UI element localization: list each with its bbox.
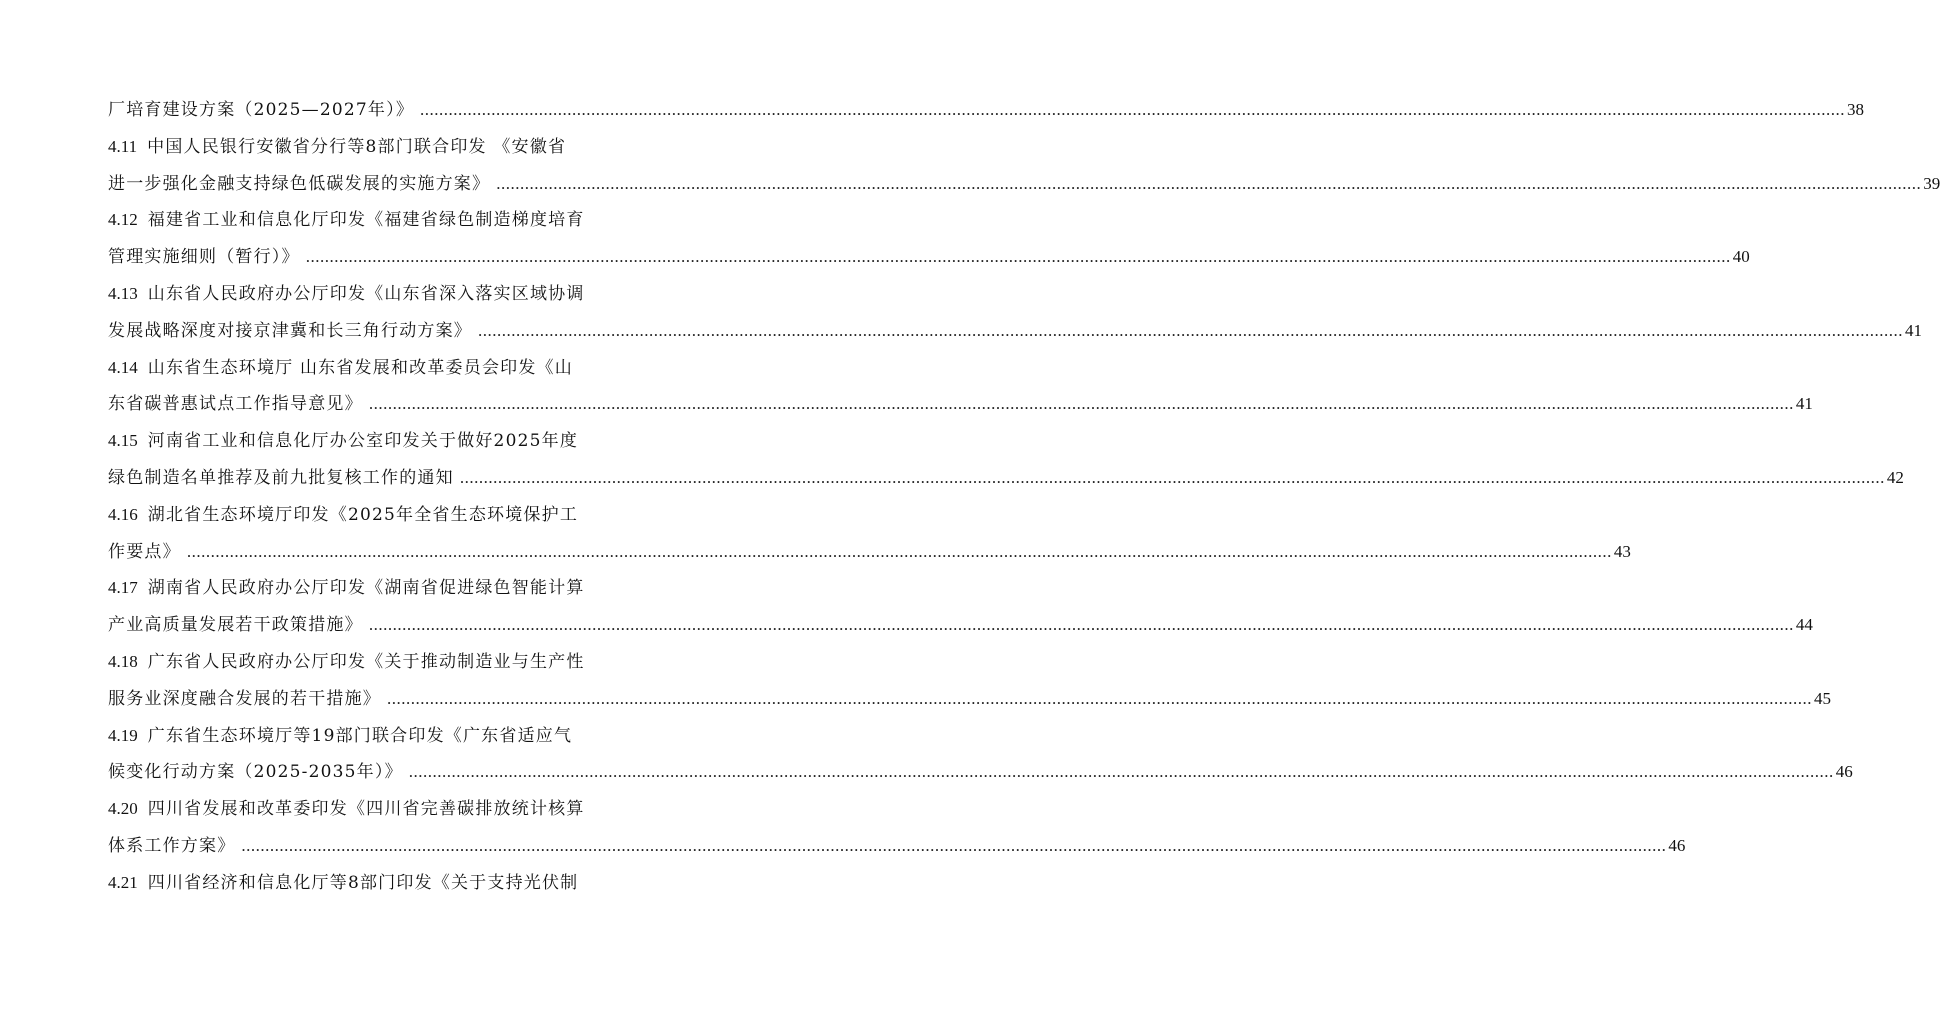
toc-entry-title: 广东省人民政府办公厅印发《关于推动制造业与生产性 <box>147 651 585 672</box>
toc-dot-leader: ............................................................................................................................................................................................................................................................................................................ <box>408 762 1834 782</box>
toc-entry-line[interactable] <box>108 534 1631 571</box>
toc-entry-number: 4.11 <box>108 136 138 156</box>
toc-dot-leader: ............................................................................................................................................................................................................................................................................................................ <box>368 615 1794 635</box>
toc-entry-line[interactable] <box>108 460 1904 497</box>
toc-entry-title: 河南省工业和信息化厅办公室印发关于做好2025年度 <box>147 431 579 452</box>
toc-page-number: 42 <box>1886 467 1904 487</box>
toc-entry-title: 湖北省生态环境厅印发《2025年全省生态环境保护工 <box>147 504 579 525</box>
toc-entry-title: 候变化行动方案（2025-2035年）》 <box>108 762 403 783</box>
toc-entry-line[interactable] <box>108 644 614 681</box>
toc-entry-line[interactable] <box>108 386 1813 423</box>
toc-entry-title: 山东省人民政府办公厅印发《山东省深入落实区域协调 <box>147 283 585 304</box>
toc-entry-title: 广东省生态环境厅等19部门联合印发《广东省适应气 <box>147 725 573 746</box>
toc-entry-line[interactable] <box>108 865 614 902</box>
table-of-contents <box>108 92 1940 902</box>
toc-entry-number: 4.14 <box>108 357 138 377</box>
toc-dot-leader: ............................................................................................................................................................................................................................................................................................................ <box>496 173 1922 193</box>
toc-entry-title: 福建省工业和信息化厅印发《福建省绿色制造梯度培育 <box>147 210 585 231</box>
toc-page-number: 41 <box>1795 394 1813 414</box>
toc-entry-line[interactable] <box>108 166 1940 203</box>
toc-page-number: 39 <box>1923 173 1940 193</box>
toc-entry-line[interactable] <box>108 791 614 828</box>
toc-entry-number: 4.19 <box>108 725 138 745</box>
toc-page-number: 43 <box>1613 541 1631 561</box>
toc-entry-line[interactable] <box>108 570 614 607</box>
toc-dot-leader: ............................................................................................................................................................................................................................................................................................................ <box>305 247 1731 267</box>
toc-entry-number: 4.17 <box>108 578 138 598</box>
toc-entry-line[interactable] <box>108 497 614 534</box>
toc-entry-number: 4.20 <box>108 799 138 819</box>
toc-entry-number: 4.16 <box>108 504 138 524</box>
toc-dot-leader: ............................................................................................................................................................................................................................................................................................................ <box>241 835 1667 855</box>
toc-page-number: 41 <box>1905 320 1922 340</box>
toc-entry-number: 4.12 <box>108 210 138 230</box>
toc-dot-leader: ............................................................................................................................................................................................................................................................................................................ <box>368 394 1794 414</box>
toc-entry-title: 中国人民银行安徽省分行等8部门联合印发 《安徽省 <box>147 136 567 157</box>
toc-entry-title: 山东省生态环境厅 山东省发展和改革委员会印发《山 <box>147 357 573 378</box>
toc-page-number: 44 <box>1795 615 1813 635</box>
toc-entry-title: 绿色制造名单推荐及前九批复核工作的通知 <box>108 467 454 488</box>
toc-entry-line[interactable] <box>108 129 614 166</box>
toc-entry-line[interactable] <box>108 754 1853 791</box>
toc-entry-number: 4.15 <box>108 431 138 451</box>
toc-entry-title: 东省碳普惠试点工作指导意见》 <box>108 394 363 415</box>
toc-entry-line[interactable] <box>108 423 614 460</box>
toc-entry-title: 体系工作方案》 <box>108 835 236 856</box>
toc-entry-number: 4.18 <box>108 651 138 671</box>
toc-page-number: 46 <box>1668 835 1686 855</box>
toc-dot-leader: ............................................................................................................................................................................................................................................................................................................ <box>387 688 1812 708</box>
toc-entry-line[interactable] <box>108 239 1750 276</box>
toc-page-number: 38 <box>1847 100 1865 119</box>
toc-entry-title: 服务业深度融合发展的若干措施》 <box>108 688 381 709</box>
toc-entry-title: 作要点》 <box>108 541 181 562</box>
toc-entry-title: 湖南省人民政府办公厅印发《湖南省促进绿色智能计算 <box>147 578 585 599</box>
toc-dot-leader: ............................................................................................................................................................................................................................................................................................................ <box>420 100 1846 119</box>
toc-entry-line[interactable] <box>108 718 614 755</box>
toc-page-number: 40 <box>1732 247 1750 267</box>
toc-entry-title: 四川省经济和信息化厅等8部门印发《关于支持光伏制 <box>147 872 579 893</box>
toc-entry-title: 厂培育建设方案（2025—2027年）》 <box>108 100 415 120</box>
toc-entry-line[interactable] <box>108 92 1865 129</box>
toc-entry-line[interactable] <box>108 607 1813 644</box>
toc-entry-title: 管理实施细则（暂行）》 <box>108 247 300 268</box>
toc-entry-line[interactable] <box>108 828 1686 865</box>
toc-entry-line[interactable] <box>108 276 614 313</box>
toc-entry-line[interactable] <box>108 350 614 387</box>
toc-dot-leader: ............................................................................................................................................................................................................................................................................................................ <box>186 541 1612 561</box>
toc-entry-title: 产业高质量发展若干政策措施》 <box>108 615 363 636</box>
toc-entry-number: 4.13 <box>108 283 138 303</box>
toc-entry-number: 4.21 <box>108 872 138 892</box>
toc-entry-title: 进一步强化金融支持绿色低碳发展的实施方案》 <box>108 173 491 194</box>
toc-entry-line[interactable] <box>108 681 1831 718</box>
toc-entry-title: 发展战略深度对接京津冀和长三角行动方案》 <box>108 320 472 341</box>
toc-dot-leader: ............................................................................................................................................................................................................................................................................................................ <box>459 467 1885 487</box>
toc-entry-title: 四川省发展和改革委印发《四川省完善碳排放统计核算 <box>147 799 585 820</box>
toc-page-number: 45 <box>1814 688 1831 708</box>
toc-entry-line[interactable] <box>108 202 614 239</box>
toc-page-number: 46 <box>1835 762 1853 782</box>
toc-dot-leader: ............................................................................................................................................................................................................................................................................................................ <box>478 320 1903 340</box>
toc-entry-line[interactable] <box>108 313 1922 350</box>
